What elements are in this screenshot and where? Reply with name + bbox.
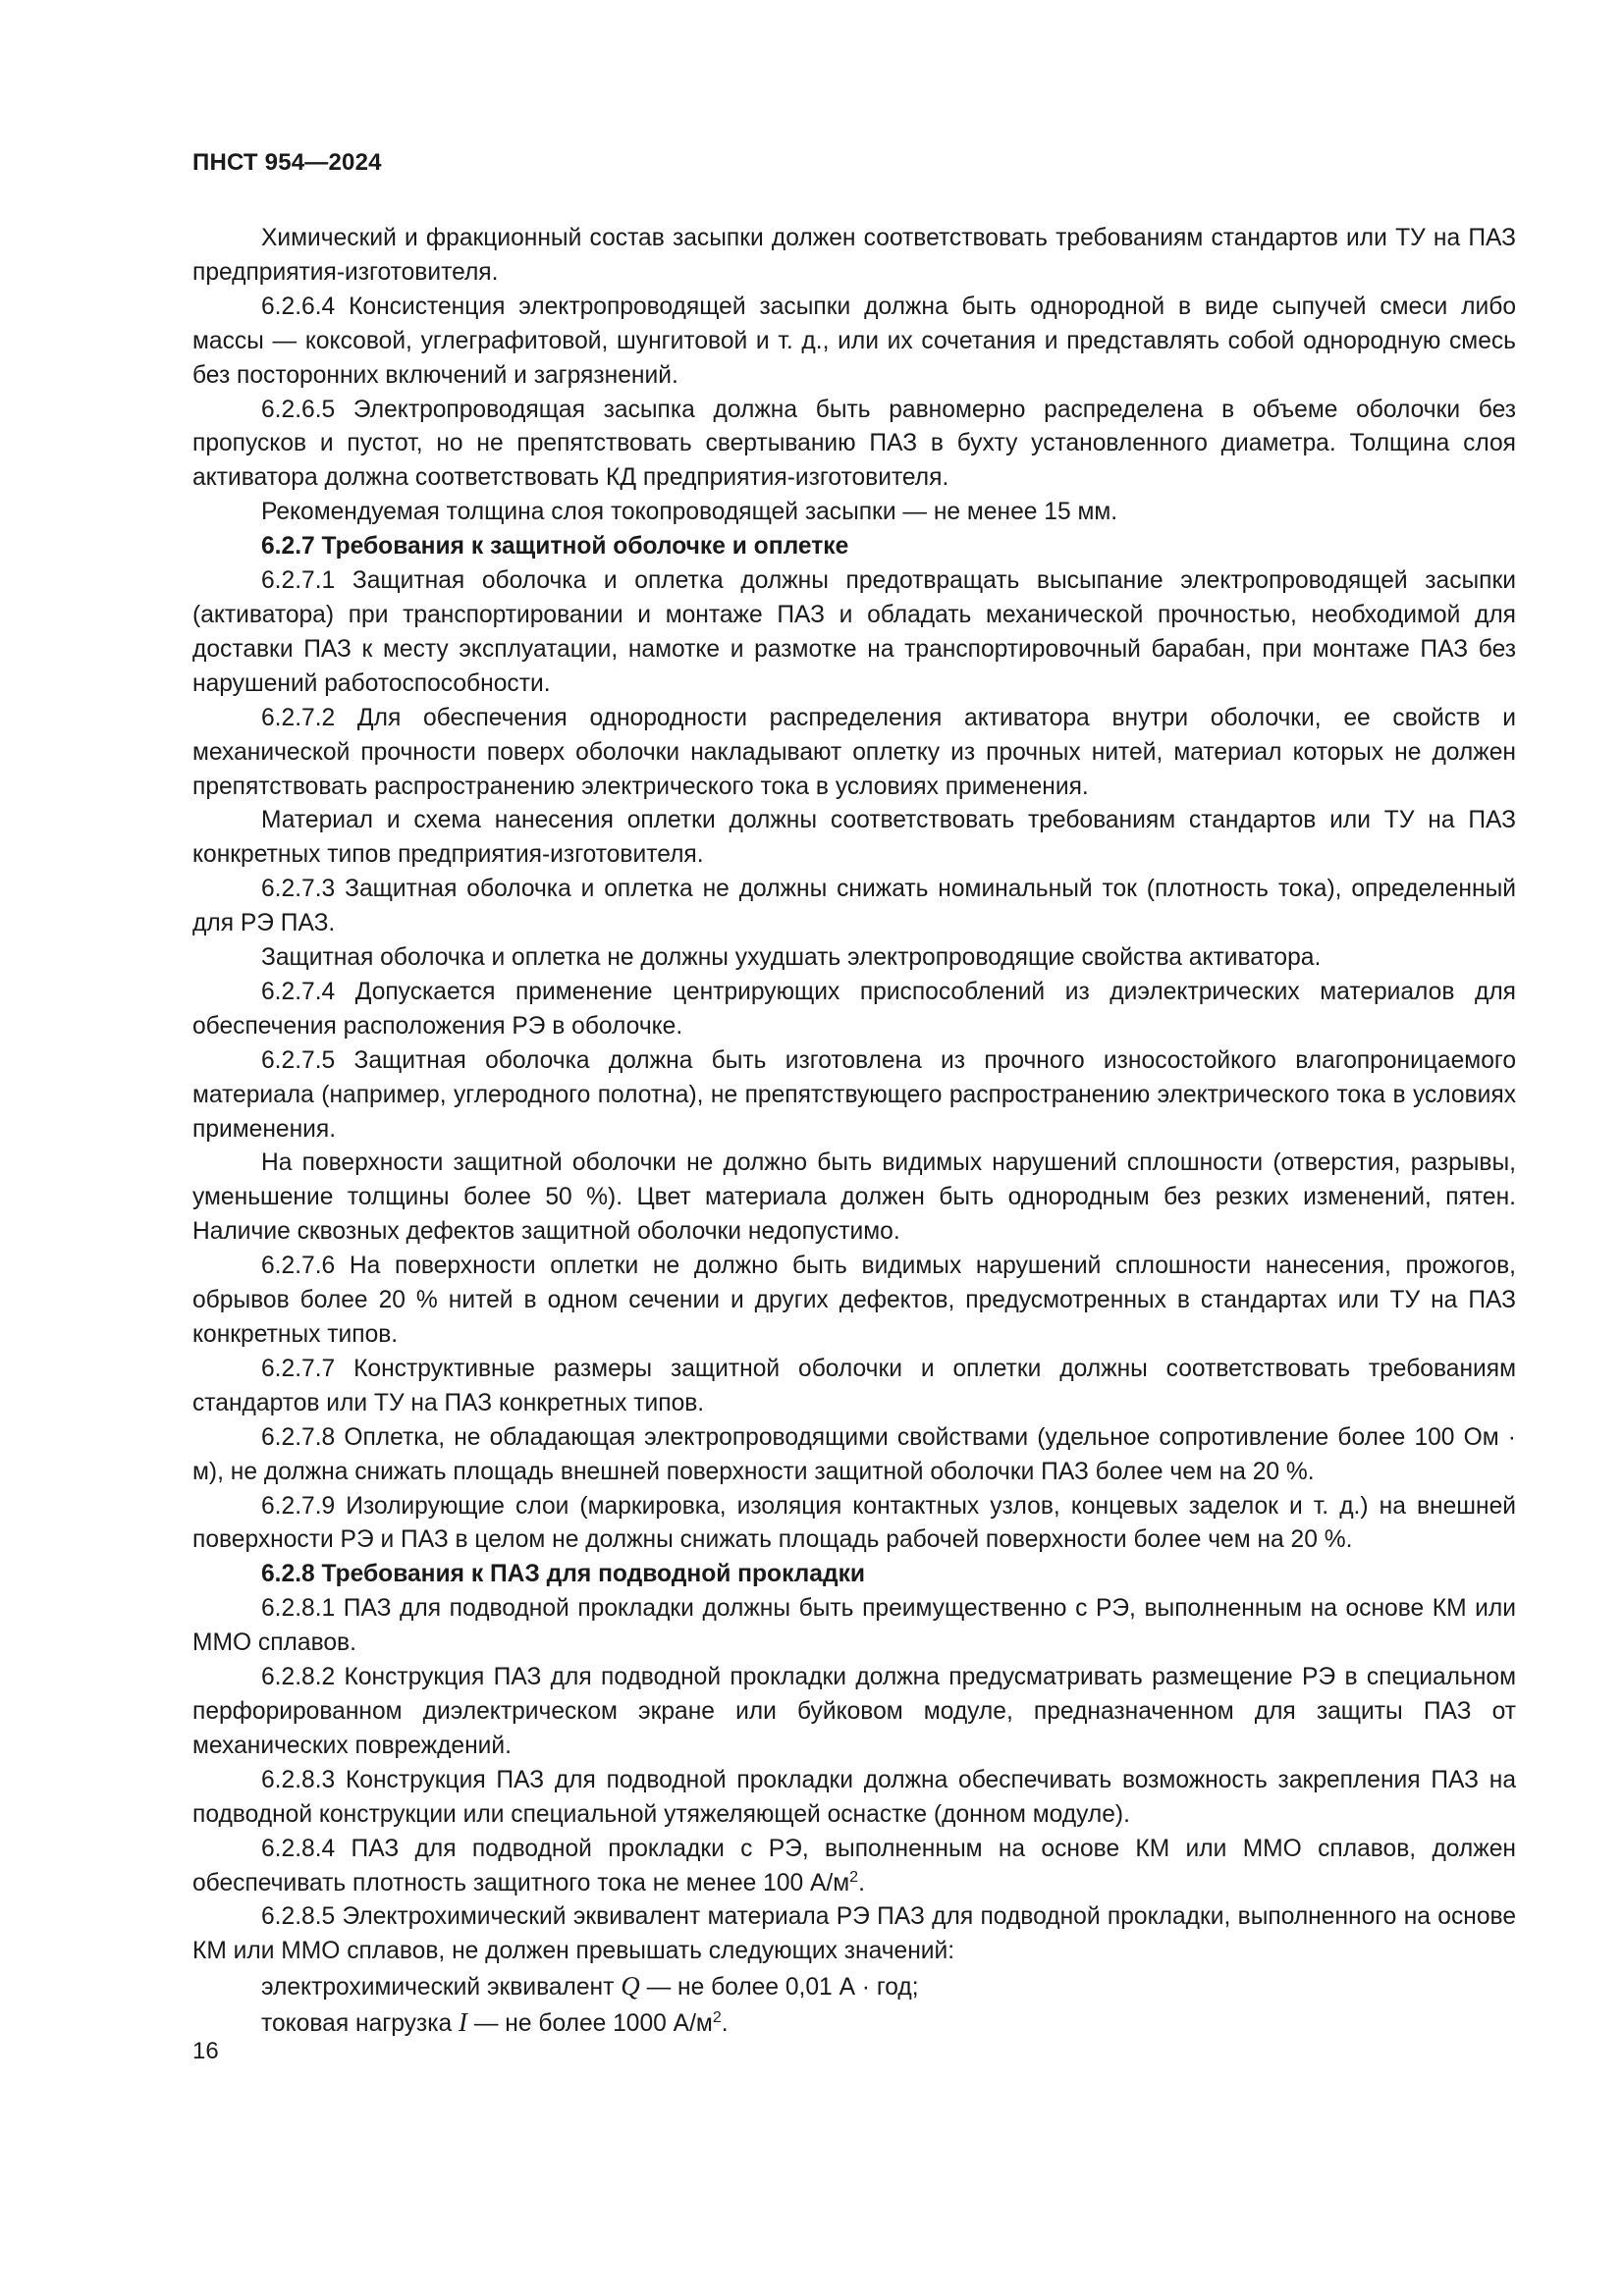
- clause-6-2-7-9: 6.2.7.9 Изолирующие слои (маркировка, изоляция контактных узлов, концевых заделок и т. д.) на внешней поверхности РЭ и ПАЗ в целом не должны снижать площадь рабочей поверхности более чем на 20 %.: [192, 1492, 1516, 1554]
- paragraph: На поверхности защитной оболочки не должно быть видимых нарушений сплошности (отверстия, разрывы, уменьшение толщины более 50 %). Цвет материала должен быть однородным без резких изменений, пятен. Наличие сквозных дефектов защитной оболочки недопустимо.: [192, 1149, 1516, 1246]
- clause-6-2-7-8: 6.2.7.8 Оплетка, не обладающая электропроводящими свойствами (удельное сопротивление более 100 Ом · м), не должна снижать площадь внешней поверхности защитной оболочки ПАЗ более чем на 20 %.: [192, 1423, 1516, 1485]
- symbol-i: I: [459, 2007, 468, 2038]
- clause-text: 6.2.8.4 ПАЗ для подводной прокладки с РЭ, выполненным на основе КМ или ММО сплавов, должен обеспечивать плотность защитного тока не менее 100 А/м: [192, 1835, 1516, 1896]
- paragraph: Рекомендуемая толщина слоя токопроводящей засыпки — не менее 15 мм.: [261, 499, 1118, 526]
- clause-6-2-6-4: 6.2.6.4 Консистенция электропроводящей засыпки должна быть однородной в виде сыпучей смеси либо массы — коксовой, углеграфитовой, шунгитовой и т. д., или их сочетания и представлять собой однородную смесь без посторонних включений и загрязнений.: [192, 293, 1516, 389]
- item-label: электрохимический эквивалент: [261, 1974, 622, 2002]
- clause-6-2-8-4: [192, 1833, 1516, 1901]
- period: .: [721, 2010, 729, 2038]
- clause-6-2-8-1: 6.2.8.1 ПАЗ для подводной прокладки должны быть преимущественно с РЭ, выполненным на основе КМ или ММО сплавов.: [192, 1595, 1516, 1657]
- list-item: [192, 1969, 1516, 2005]
- clause-6-2-7-7: 6.2.7.7 Конструктивные размеры защитной оболочки и оплетки должны соответствовать требованиям стандартов или ТУ на ПАЗ конкретных типов.: [192, 1355, 1516, 1416]
- superscript: 2: [849, 1868, 859, 1886]
- standard-code-header: ПНСТ 954—2024: [192, 149, 382, 176]
- section-heading-6-2-7: 6.2.7 Требования к защитной оболочке и оплетке: [261, 533, 849, 561]
- item-label: токовая нагрузка: [261, 2010, 460, 2038]
- superscript: 2: [712, 2009, 722, 2027]
- page-number: 16: [192, 2038, 219, 2064]
- clause-6-2-6-5: 6.2.6.5 Электропроводящая засыпка должна быть равномерно распределена в объеме оболочки без пропусков и пустот, но не препятствовать свертыванию ПАЗ в бухту установленного диаметра. Толщина слоя активатора должна соответствовать КД предприятия-изготовителя.: [192, 396, 1516, 492]
- clause-6-2-7-1: 6.2.7.1 Защитная оболочка и оплетка должны предотвращать высыпание электропроводящей засыпки (активатора) при транспортировании и монтаже ПАЗ и обладать механической прочностью, необходимой для доставки ПАЗ к месту эксплуатации, намотке и размотке на транспортировочный барабан, при монтаже ПАЗ без нарушений работоспособности.: [192, 567, 1516, 697]
- section-heading-6-2-8: 6.2.8 Требования к ПАЗ для подводной прокладки: [261, 1561, 866, 1588]
- paragraph: Защитная оболочка и оплетка не должны ухудшать электропроводящие свойства активатора.: [261, 944, 1322, 972]
- clause-6-2-7-4: 6.2.7.4 Допускается применение центрирующих приспособлений из диэлектрических материалов для обеспечения расположения РЭ в оболочке.: [192, 978, 1516, 1040]
- clause-6-2-8-2: 6.2.8.2 Конструкция ПАЗ для подводной прокладки должна предусматривать размещение РЭ в специальном перфорированном диэлектрическом экране или буйковом модуле, предназначенном для защиты ПАЗ от механических повреждений.: [192, 1664, 1516, 1759]
- symbol-q: Q: [621, 1971, 640, 2002]
- period: .: [858, 1869, 865, 1896]
- clause-6-2-7-5: 6.2.7.5 Защитная оболочка должна быть изготовлена из прочного износостойкого влагопроницаемого материала (например, углеродного полотна), не препятствующего распространению электрического тока в условиях применения.: [192, 1046, 1516, 1143]
- paragraph: Материал и схема нанесения оплетки должны соответствовать требованиям стандартов или ТУ на ПАЗ конкретных типов предприятия-изготовителя.: [192, 807, 1516, 869]
- clause-6-2-7-2: 6.2.7.2 Для обеспечения однородности распределения активатора внутри оболочки, ее свойств и механической прочности поверх оболочки накладывают оплетку из прочных нитей, материал которых не должен препятствовать распространению электрического тока в условиях применения.: [192, 704, 1516, 800]
- clause-6-2-7-6: 6.2.7.6 На поверхности оплетки не должно быть видимых нарушений сплошности нанесения, прожогов, обрывов более 20 % нитей в одном сечении и других дефектов, предусмотренных в стандартах или ТУ на ПАЗ конкретных типов.: [192, 1253, 1516, 1348]
- document-body: [192, 222, 1516, 2042]
- clause-6-2-8-3: 6.2.8.3 Конструкция ПАЗ для подводной прокладки должна обеспечивать возможность закрепления ПАЗ на подводной конструкции или специальной утяжеляющей оснастке (донном модуле).: [192, 1766, 1516, 1828]
- clause-6-2-7-3: 6.2.7.3 Защитная оболочка и оплетка не должны снижать номинальный ток (плотность тока), определенный для РЭ ПАЗ.: [192, 876, 1516, 937]
- clause-6-2-8-5: 6.2.8.5 Электрохимический эквивалент материала РЭ ПАЗ для подводной прокладки, выполненного на основе КМ или ММО сплавов, не должен превышать следующих значений:: [192, 1903, 1516, 1965]
- item-value: — не более 0,01 А · год;: [639, 1974, 919, 2002]
- paragraph: Химический и фракционный состав засыпки должен соответствовать требованиям стандартов или ТУ на ПАЗ предприятия-изготовителя.: [192, 225, 1516, 286]
- item-value: — не более 1000 А/м: [467, 2010, 713, 2038]
- list-item: [192, 2005, 1516, 2042]
